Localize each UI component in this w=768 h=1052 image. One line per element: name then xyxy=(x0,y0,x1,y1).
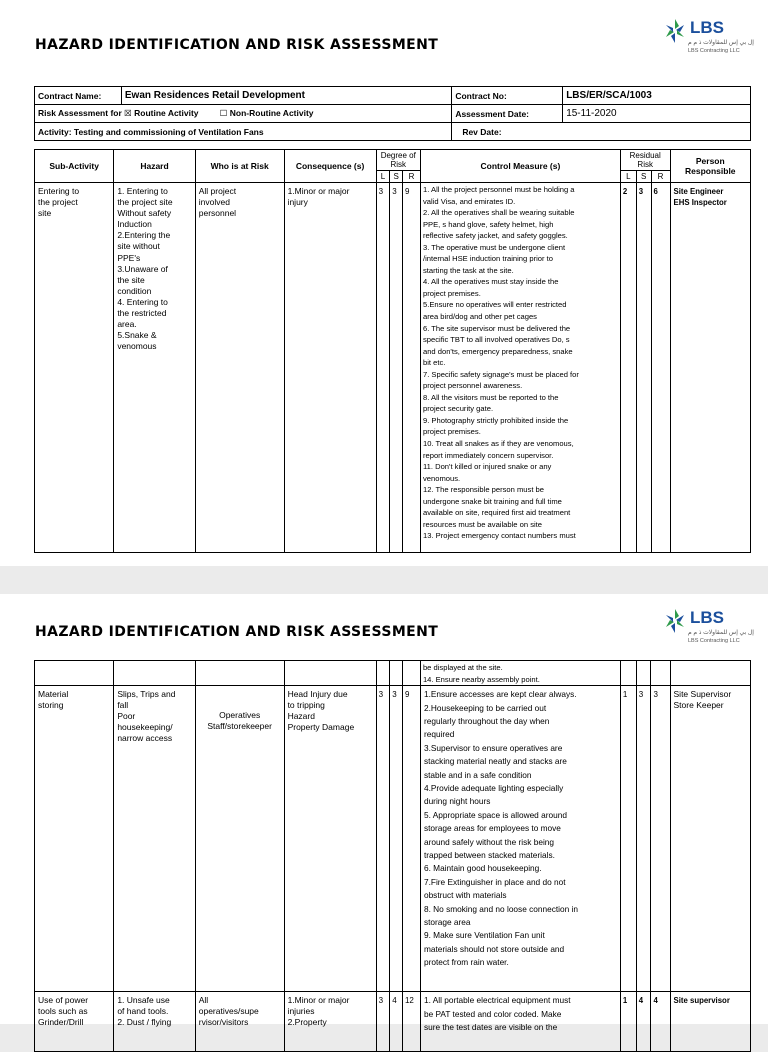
non-routine-activity-checkbox[interactable]: ☐ Non-Routine Activity xyxy=(219,108,314,118)
contract-name-label: Contract Name: xyxy=(35,87,122,105)
hazard-cell xyxy=(114,183,195,553)
text-line: 1. All portable electrical equipment must xyxy=(423,995,571,1006)
text-line: to tripping xyxy=(287,700,325,711)
text-line: Head Injury due xyxy=(287,689,348,700)
header-degree-s: S xyxy=(390,171,403,183)
control-measures-cell xyxy=(420,686,620,992)
text-line: 1. Entering to xyxy=(117,186,168,196)
header-control-measures: Control Measure (s) xyxy=(420,150,620,183)
text-line: 2.Entering the xyxy=(117,230,171,241)
text-line: specific TBT to all involved operatives Do, s xyxy=(422,335,570,345)
text-line: obstruct with materials xyxy=(423,890,507,901)
risk-for-label: Risk Assessment for xyxy=(38,108,122,118)
person-responsible-cell xyxy=(670,992,750,1052)
text-line: project security gate. xyxy=(422,404,494,414)
text-line: Poor xyxy=(117,711,136,722)
text-line: 7. Specific safety signage's must be placed for xyxy=(422,369,579,379)
residual-s-cell: 3 xyxy=(636,183,651,553)
degree-s-cell: 3 xyxy=(390,183,403,553)
text-line: Entering to xyxy=(38,186,80,196)
text-line: 2. All the operatives shall be wearing suitable xyxy=(422,208,575,218)
text-line: fall xyxy=(117,700,129,711)
residual-r-cell: 6 xyxy=(651,183,670,553)
consequence-cell xyxy=(284,183,376,553)
header-person-responsible: Person Responsible xyxy=(670,150,750,183)
person-responsible-cell xyxy=(670,183,750,553)
text-line: stable and in a safe condition xyxy=(423,769,532,780)
text-line: 12. The responsible person must be xyxy=(422,485,544,495)
text-line: 4. Entering to xyxy=(117,296,168,307)
text-line: area. xyxy=(117,319,137,330)
contract-no-label: Contract No: xyxy=(452,87,563,105)
text-line: 5. Appropriate space is allowed around xyxy=(423,809,567,820)
assessment-date-value: 15-11-2020 xyxy=(563,105,751,123)
text-line: Hazard xyxy=(287,711,315,722)
control-measures-cell xyxy=(420,183,620,553)
text-line: storage areas for employees to move xyxy=(423,823,561,834)
text-line: valid Visa, and emirates ID. xyxy=(422,196,516,206)
degree-s-cell: 3 xyxy=(390,686,403,992)
risk-assessment-table xyxy=(34,149,751,553)
text-line: personnel xyxy=(198,208,237,219)
text-line: the restricted xyxy=(117,308,167,319)
text-line: 3.Unaware of xyxy=(117,263,168,274)
hazard-cell xyxy=(114,992,195,1052)
document-title: HAZARD IDENTIFICATION AND RISK ASSESSMENT xyxy=(35,624,439,640)
text-line: undergone snake bit training and full time xyxy=(422,496,562,506)
text-line: 9. Photography strictly prohibited inside the xyxy=(422,415,569,425)
text-line: the project site xyxy=(117,197,173,208)
text-line: tools such as xyxy=(38,1006,88,1017)
text-line: 13. Project emergency contact numbers must xyxy=(422,531,576,541)
header-degree-l: L xyxy=(376,171,390,183)
logo-brand: LBS xyxy=(690,608,724,627)
control-measures-cell xyxy=(420,992,620,1052)
text-line: Store Keeper xyxy=(673,700,724,711)
text-line: 7.Fire Extinguisher in place and do not xyxy=(423,876,566,887)
header-degree-r: R xyxy=(402,171,420,183)
text-line: 6. Maintain good housekeeping. xyxy=(423,863,542,874)
contract-no-value: LBS/ER/SCA/1003 xyxy=(563,87,751,105)
text-line: project premises. xyxy=(422,288,481,298)
text-line: Site supervisor xyxy=(673,996,730,1006)
header-consequence: Consequence (s) xyxy=(284,150,376,183)
text-line: be displayed at the site. xyxy=(422,663,503,672)
text-line: Without safety xyxy=(117,208,172,219)
text-line: 1.Minor or major xyxy=(287,995,350,1006)
text-line: site xyxy=(38,208,52,219)
header-residual-l: L xyxy=(620,171,636,183)
text-line: PPE's xyxy=(117,252,141,263)
text-line: storage area xyxy=(423,917,471,927)
text-line: venomous. xyxy=(422,473,461,483)
residual-r-cell: 4 xyxy=(651,992,670,1052)
text-line: area bird/dog and other pet cages xyxy=(422,312,537,322)
text-line: 5.Ensure no operatives will enter restricted xyxy=(422,300,567,310)
logo-arabic: إل بي إس للمقاولات ذ م م xyxy=(688,630,754,636)
table-row xyxy=(35,183,751,553)
text-line: Use of power xyxy=(38,995,89,1006)
contract-name-value: Ewan Residences Retail Development xyxy=(121,87,451,105)
text-line: 3. The operative must be undergone client xyxy=(422,242,566,252)
header-residual-risk: Residual Risk xyxy=(620,150,670,171)
header-residual-s: S xyxy=(636,171,651,183)
sub-activity-cell xyxy=(35,183,114,553)
text-line: 2.Property xyxy=(287,1017,327,1028)
text-line: 5.Snake & xyxy=(117,330,157,341)
consequence-cell xyxy=(284,992,376,1052)
text-line: Grinder/Drill xyxy=(38,1017,84,1028)
text-line: starting the task at the site. xyxy=(422,265,514,275)
text-line: and don'ts, emergency preparedness, snake xyxy=(422,346,573,356)
text-line: Slips, Trips and xyxy=(117,689,176,700)
header-residual-r: R xyxy=(651,171,670,183)
text-line: 8. All the visitors must be reported to the xyxy=(422,392,559,402)
risk-assessment-table-continued xyxy=(34,660,751,1052)
control-measures-cell xyxy=(420,661,620,686)
text-line: stacking material neatly and stacks are xyxy=(423,756,567,767)
document-title: HAZARD IDENTIFICATION AND RISK ASSESSMENT xyxy=(35,37,439,53)
residual-s-cell: 3 xyxy=(636,686,651,992)
text-line: report immediately concern supervisor. xyxy=(422,450,554,460)
text-line: housekeeping/ xyxy=(117,722,173,733)
sub-activity-cell xyxy=(35,992,114,1052)
rev-date-label: Rev Date: xyxy=(452,123,751,141)
logo-mark-icon xyxy=(662,16,688,46)
text-line: be PAT tested and color coded. Make xyxy=(423,1008,562,1019)
text-line: involved xyxy=(198,197,230,208)
residual-l-cell: 2 xyxy=(620,183,636,553)
text-line: PPE, s hand glove, safety helmet, high xyxy=(422,219,554,229)
consequence-cell xyxy=(284,686,376,992)
text-line: required xyxy=(423,729,455,740)
text-line: project personnel awareness. xyxy=(422,381,523,391)
text-line: sure the test dates are visible on the xyxy=(423,1021,558,1032)
text-line: available on site, required first aid treatment xyxy=(422,508,571,518)
text-line: storing xyxy=(38,700,64,711)
text-line: 11. Don't killed or injured snake or any xyxy=(422,462,552,472)
text-line: Staff/storekeeper xyxy=(207,721,272,732)
assessment-date-label: Assessment Date: xyxy=(452,105,563,123)
text-line: 3.Supervisor to ensure operatives are xyxy=(423,742,563,753)
text-line: regularly throughout the day when xyxy=(423,715,550,726)
text-line: trapped between stacked materials. xyxy=(423,849,555,860)
residual-r-cell: 3 xyxy=(651,686,670,992)
text-line: 1. Unsafe use xyxy=(117,995,170,1006)
logo-brand: LBS xyxy=(690,18,724,37)
text-line: venomous xyxy=(117,341,157,352)
text-line: Site Supervisor xyxy=(673,689,732,700)
text-line: injuries xyxy=(287,1006,315,1017)
who-at-risk-cell xyxy=(195,183,284,553)
hazard-cell xyxy=(114,686,195,992)
table-row xyxy=(35,661,751,686)
logo-subtitle: LBS Contracting LLC xyxy=(688,638,740,644)
header-who-at-risk: Who is at Risk xyxy=(195,150,284,183)
residual-l-cell: 1 xyxy=(620,992,636,1052)
text-line: protect from rain water. xyxy=(423,957,509,968)
text-line: /internal HSE induction training prior to xyxy=(422,254,553,264)
logo-mark-icon xyxy=(662,606,688,636)
text-line: Induction xyxy=(117,219,152,230)
text-line: around safely without the risk being xyxy=(423,836,555,847)
text-line: 10. Treat all snakes as if they are venomous, xyxy=(422,439,574,449)
text-line: 6. The site supervisor must be delivered the xyxy=(422,323,571,333)
text-line: 14. Ensure nearby assembly point. xyxy=(422,674,540,684)
risk-assessment-for xyxy=(35,105,452,123)
logo-subtitle: LBS Contracting LLC xyxy=(688,48,740,54)
header-hazard: Hazard xyxy=(114,150,195,183)
text-line: 9. Make sure Ventilation Fan unit xyxy=(423,930,545,941)
text-line: 1. All the project personnel must be holding a xyxy=(422,185,575,194)
text-line: rvisor/visitors xyxy=(198,1017,249,1028)
text-line: Site Engineer xyxy=(673,187,724,196)
text-line: Operatives xyxy=(219,710,261,721)
table-row xyxy=(35,992,751,1052)
header-degree-of-risk: Degree of Risk xyxy=(376,150,420,171)
text-line: 1.Minor or major xyxy=(287,186,350,196)
contract-info-table xyxy=(34,86,751,141)
page-2 xyxy=(0,594,768,1032)
text-line: reflective safety jacket, and safety goggles. xyxy=(422,231,568,241)
degree-l-cell: 3 xyxy=(376,686,390,992)
lbs-logo xyxy=(662,16,754,60)
text-line: of hand tools. xyxy=(117,1006,169,1017)
who-at-risk-cell xyxy=(195,686,284,992)
text-line: All xyxy=(198,995,209,1006)
degree-l-cell: 3 xyxy=(376,183,390,553)
text-line: narrow access xyxy=(117,733,173,744)
table-row xyxy=(35,686,751,992)
text-line: the site xyxy=(117,274,145,285)
who-at-risk-cell xyxy=(195,992,284,1052)
text-line: EHS Inspector xyxy=(673,198,727,208)
person-responsible-cell xyxy=(670,686,750,992)
text-line: project premises. xyxy=(422,427,481,437)
degree-s-cell: 4 xyxy=(390,992,403,1052)
degree-r-cell: 9 xyxy=(402,183,420,553)
text-line: 2.Housekeeping to be carried out xyxy=(423,702,547,713)
text-line: 2. Dust / flying xyxy=(117,1017,172,1028)
text-line: 8. No smoking and no loose connection in xyxy=(423,903,579,914)
degree-r-cell: 9 xyxy=(402,686,420,992)
activity-description: Activity: Testing and commissioning of Ventilation Fans xyxy=(35,123,452,141)
header-sub-activity: Sub-Activity xyxy=(35,150,114,183)
text-line: 4. All the operatives must stay inside the xyxy=(422,277,559,287)
text-line: Material xyxy=(38,689,69,700)
text-line: resources must be available on site xyxy=(422,519,543,529)
logo-arabic: إل بي إس للمقاولات ذ م م xyxy=(688,40,754,46)
text-line: site without xyxy=(117,241,160,252)
residual-s-cell: 4 xyxy=(636,992,651,1052)
text-line: the project xyxy=(38,197,78,208)
lbs-logo xyxy=(662,606,754,650)
degree-l-cell: 3 xyxy=(376,992,390,1052)
text-line: during night hours xyxy=(423,796,491,807)
text-line: condition xyxy=(117,285,152,296)
text-line: materials should not store outside and xyxy=(423,943,565,954)
text-line: 4.Provide adequate lighting especially xyxy=(423,782,564,793)
text-line: All project xyxy=(198,186,237,196)
text-line: injury xyxy=(287,197,308,208)
sub-activity-cell xyxy=(35,686,114,992)
residual-l-cell: 1 xyxy=(620,686,636,992)
text-line: bit etc. xyxy=(422,358,446,368)
text-line: operatives/supe xyxy=(198,1006,259,1017)
routine-activity-checkbox[interactable]: ☒ Routine Activity xyxy=(124,108,199,118)
text-line: 1.Ensure accesses are kept clear always. xyxy=(423,689,577,700)
text-line: Property Damage xyxy=(287,722,355,733)
degree-r-cell: 12 xyxy=(402,992,420,1052)
